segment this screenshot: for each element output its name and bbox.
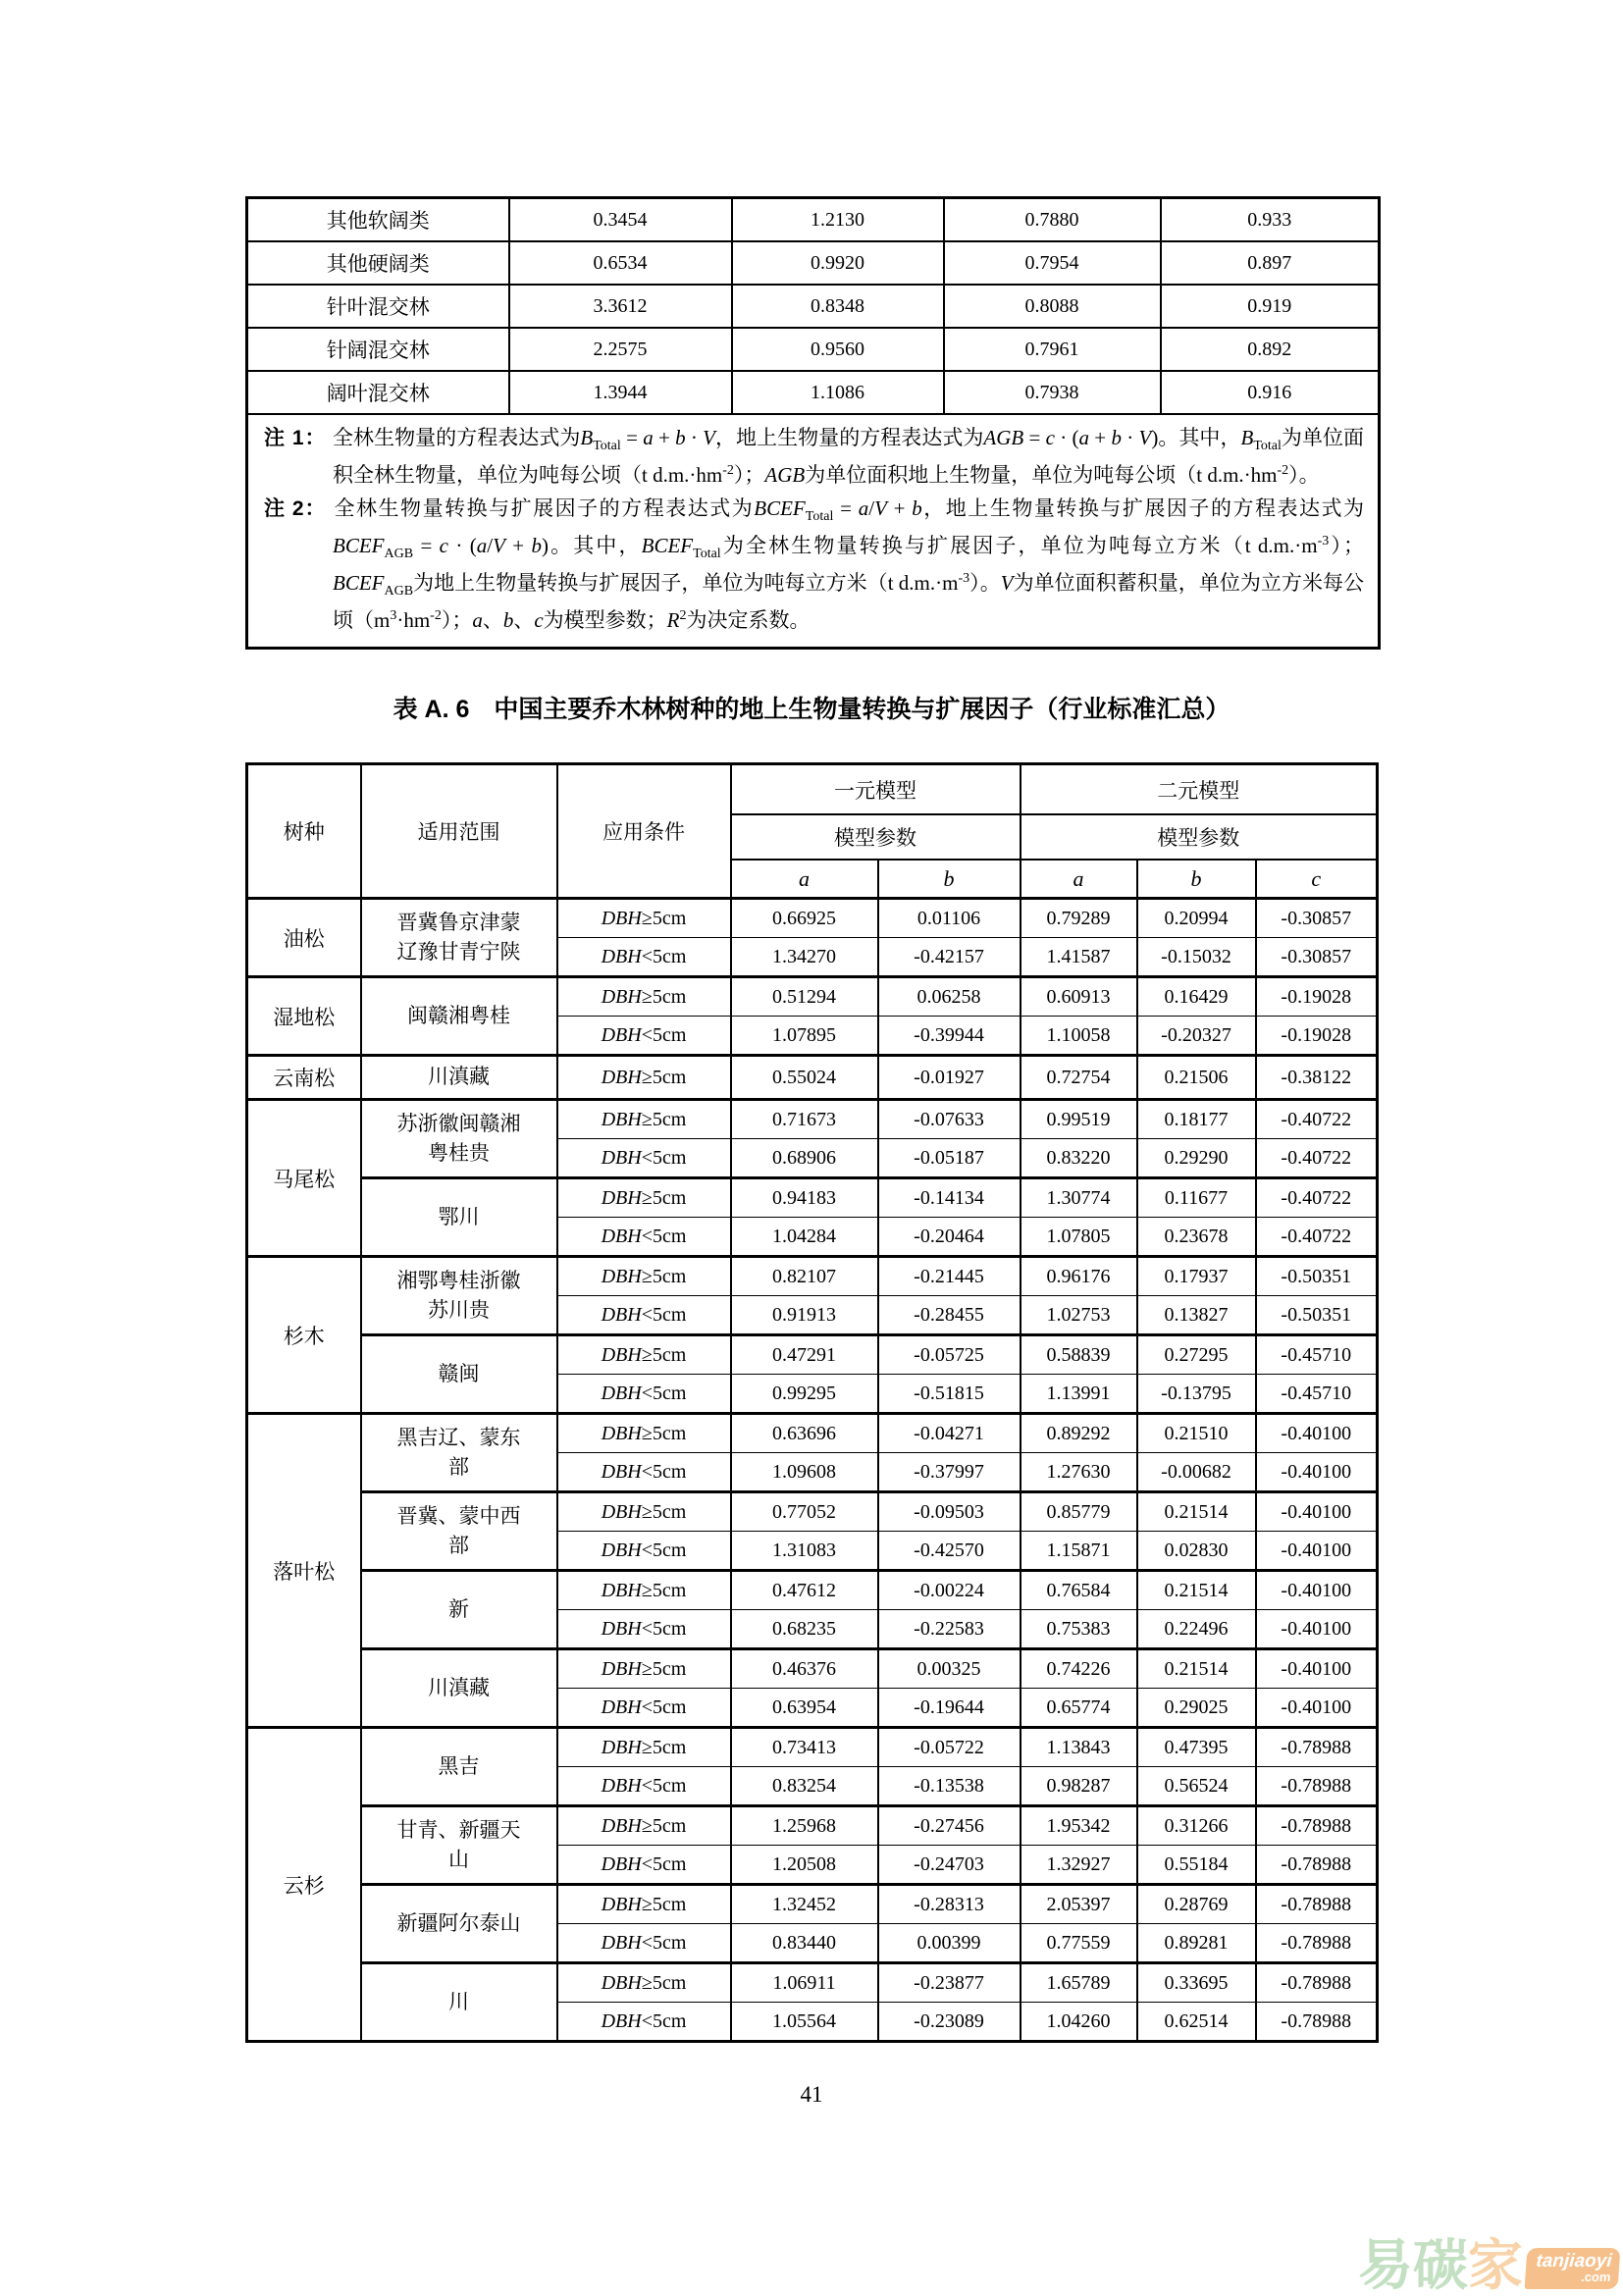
value-cell: 0.16429 [1137,977,1256,1017]
value-cell: 0.62514 [1137,2003,1256,2042]
value-cell: -0.78988 [1256,1806,1378,1846]
condition-cell: DBH<5cm [557,1017,731,1056]
value-cell: 0.3454 [509,198,732,242]
value-cell: 1.2130 [732,198,944,242]
col-header-species: 树种 [247,764,361,899]
watermark-char-yi: 易 [1357,2233,1413,2296]
value-cell: 1.25968 [731,1806,878,1846]
value-cell: 1.1086 [732,371,944,414]
table-row [247,977,1378,1017]
region-cell: 鄂川 [361,1178,557,1257]
tree-type-cell: 阔叶混交林 [247,371,509,414]
value-cell: 0.47395 [1137,1728,1256,1767]
condition-cell: DBH<5cm [557,1296,731,1335]
value-cell: -0.39944 [878,1017,1021,1056]
value-cell: -0.22583 [878,1610,1021,1649]
value-cell: 1.06911 [731,1963,878,2003]
value-cell: 1.95342 [1021,1806,1137,1846]
value-cell: -0.40100 [1256,1610,1378,1649]
value-cell: -0.40722 [1256,1100,1378,1139]
note-label: 注 2： [264,497,327,521]
value-cell: -0.40100 [1256,1492,1378,1532]
condition-cell: DBH≥5cm [557,1100,731,1139]
value-cell: -0.19028 [1256,977,1378,1017]
value-cell: -0.37997 [878,1453,1021,1492]
value-cell: 0.11677 [1137,1178,1256,1218]
note-1: 注 1： 全林生物量的方程表达式为$B_{Total} = a + b \cdot V$，地上生物量的方程表达式为AGB = c · (a + b · V)。其中，$B_{Total}$为单位面积全林生物量，单位为吨每公顷（t $d.m.\cdot hm^{-2}$）；AGB为单位面积地上生物量，单位为吨每公顷（t $d.m.\cdot hm^{-2}$）。 [264,421,1364,492]
value-cell: 0.28769 [1137,1885,1256,1924]
tree-type-cell: 其他软阔类 [247,198,509,242]
value-cell: -0.40100 [1256,1689,1378,1728]
value-cell: -0.00224 [878,1571,1021,1610]
page-number: 41 [800,2082,823,2107]
condition-cell: DBH≥5cm [557,1963,731,2003]
value-cell: -0.05722 [878,1728,1021,1767]
value-cell: -0.13795 [1137,1375,1256,1414]
value-cell: -0.40100 [1256,1453,1378,1492]
value-cell: 0.21506 [1137,1056,1256,1100]
note-label: 注 1： [264,427,327,449]
value-cell: 0.933 [1161,198,1380,242]
value-cell: 0.8088 [944,285,1161,328]
watermark-badge-line2: .com [1580,2269,1611,2284]
value-cell: -0.38122 [1256,1056,1378,1100]
col-header-a1: a [731,860,878,899]
value-cell: 0.72754 [1021,1056,1137,1100]
region-cell: 闽赣湘粤桂 [361,977,557,1056]
value-cell: -0.78988 [1256,1924,1378,1963]
watermark-badge-line1: tanjiaoyi [1535,2250,1613,2271]
col-header-a2: a [1021,860,1137,899]
region-cell: 湘鄂粤桂浙徽苏川贵 [361,1257,557,1335]
value-cell: 0.56524 [1137,1767,1256,1806]
biomass-model-table-continued [245,196,1381,650]
condition-cell: DBH<5cm [557,1139,731,1178]
condition-cell: DBH<5cm [557,1767,731,1806]
value-cell: -0.30857 [1256,899,1378,938]
value-cell: 0.7938 [944,371,1161,414]
value-cell: 2.2575 [509,328,732,371]
table-row [247,1885,1378,1924]
value-cell: 0.75383 [1021,1610,1137,1649]
tree-type-cell: 其他硬阔类 [247,241,509,285]
table-row [247,1728,1378,1767]
value-cell: -0.78988 [1256,1963,1378,2003]
value-cell: -0.20464 [878,1218,1021,1257]
value-cell: 1.10058 [1021,1017,1137,1056]
condition-cell: DBH≥5cm [557,1056,731,1100]
value-cell: 1.13843 [1021,1728,1137,1767]
value-cell: -0.40100 [1256,1571,1378,1610]
value-cell: -0.19644 [878,1689,1021,1728]
table-a6-title: 表 A. 6 中国主要乔木林树种的地上生物量转换与扩展因子（行业标准汇总） [393,696,1230,723]
value-cell: 0.01106 [878,899,1021,938]
value-cell: 0.06258 [878,977,1021,1017]
value-cell: 0.892 [1161,328,1380,371]
condition-cell: DBH≥5cm [557,1806,731,1846]
value-cell: 0.897 [1161,241,1380,285]
value-cell: -0.50351 [1256,1296,1378,1335]
value-cell: -0.45710 [1256,1375,1378,1414]
region-cell: 黑吉辽、蒙东部 [361,1414,557,1492]
table-a6-body [247,899,1378,2042]
condition-cell: DBH≥5cm [557,1885,731,1924]
species-cell: 杉木 [247,1257,361,1414]
value-cell: 1.41587 [1021,938,1137,977]
watermark-badge [1524,2248,1620,2289]
table-row [247,285,1380,328]
watermark-char-tan: 碳 [1412,2233,1468,2296]
table-row [247,1963,1378,2003]
condition-cell: DBH≥5cm [557,1414,731,1453]
value-cell: -0.78988 [1256,1846,1378,1885]
notes-row [247,414,1380,649]
value-cell: 0.51294 [731,977,878,1017]
condition-cell: DBH<5cm [557,1610,731,1649]
value-cell: 0.79289 [1021,899,1137,938]
condition-cell: DBH≥5cm [557,1257,731,1296]
value-cell: 1.27630 [1021,1453,1137,1492]
tree-type-cell: 针叶混交林 [247,285,509,328]
value-cell: -0.15032 [1137,938,1256,977]
table-row [247,1806,1378,1846]
table-row [247,1178,1378,1218]
value-cell: -0.51815 [878,1375,1021,1414]
condition-cell: DBH<5cm [557,2003,731,2042]
value-cell: 1.07895 [731,1017,878,1056]
species-cell: 油松 [247,899,361,977]
value-cell: -0.00682 [1137,1453,1256,1492]
value-cell: -0.42157 [878,938,1021,977]
value-cell: 0.89292 [1021,1414,1137,1453]
value-cell: -0.40100 [1256,1532,1378,1571]
col-header-b1: b [878,860,1021,899]
value-cell: -0.23877 [878,1963,1021,2003]
table-row [247,1056,1378,1100]
value-cell: 0.63696 [731,1414,878,1453]
condition-cell: DBH≥5cm [557,1728,731,1767]
value-cell: -0.40100 [1256,1649,1378,1689]
value-cell: 0.916 [1161,371,1380,414]
tree-type-cell: 针阔混交林 [247,328,509,371]
col-header-params2: 模型参数 [1021,814,1378,860]
col-header-b2: b [1137,860,1256,899]
value-cell: -0.20327 [1137,1017,1256,1056]
table-row [247,371,1380,414]
value-cell: 1.31083 [731,1532,878,1571]
value-cell: 1.05564 [731,2003,878,2042]
value-cell: 3.3612 [509,285,732,328]
value-cell: 0.20994 [1137,899,1256,938]
table-row [247,1257,1378,1296]
value-cell: -0.13538 [878,1767,1021,1806]
table-row [247,1492,1378,1532]
value-cell: 0.47612 [731,1571,878,1610]
species-cell: 云南松 [247,1056,361,1100]
value-cell: 0.83440 [731,1924,878,1963]
value-cell: 0.13827 [1137,1296,1256,1335]
condition-cell: DBH≥5cm [557,977,731,1017]
value-cell: 0.94183 [731,1178,878,1218]
condition-cell: DBH<5cm [557,1375,731,1414]
value-cell: 2.05397 [1021,1885,1137,1924]
value-cell: -0.14134 [878,1178,1021,1218]
region-cell: 甘青、新疆天山 [361,1806,557,1885]
value-cell: 1.09608 [731,1453,878,1492]
value-cell: 0.89281 [1137,1924,1256,1963]
value-cell: -0.28313 [878,1885,1021,1924]
value-cell: 0.21514 [1137,1492,1256,1532]
region-cell: 黑吉 [361,1728,557,1806]
value-cell: -0.05725 [878,1335,1021,1375]
value-cell: 0.9560 [732,328,944,371]
value-cell: -0.07633 [878,1100,1021,1139]
value-cell: 1.32927 [1021,1846,1137,1885]
value-cell: -0.24703 [878,1846,1021,1885]
value-cell: 0.77052 [731,1492,878,1532]
value-cell: -0.09503 [878,1492,1021,1532]
value-cell: 0.7961 [944,328,1161,371]
value-cell: 1.3944 [509,371,732,414]
value-cell: 0.18177 [1137,1100,1256,1139]
value-cell: 0.76584 [1021,1571,1137,1610]
value-cell: -0.78988 [1256,1728,1378,1767]
value-cell: 0.17937 [1137,1257,1256,1296]
value-cell: 1.07805 [1021,1218,1137,1257]
value-cell: 0.47291 [731,1335,878,1375]
condition-cell: DBH<5cm [557,1846,731,1885]
value-cell: 0.74226 [1021,1649,1137,1689]
value-cell: -0.01927 [878,1056,1021,1100]
condition-cell: DBH≥5cm [557,1571,731,1610]
value-cell: -0.23089 [878,2003,1021,2042]
region-cell: 川滇藏 [361,1649,557,1728]
value-cell: 0.46376 [731,1649,878,1689]
region-cell: 晋冀鲁京津蒙辽豫甘青宁陕 [361,899,557,977]
value-cell: 1.30774 [1021,1178,1137,1218]
value-cell: 0.85779 [1021,1492,1137,1532]
value-cell: 0.6534 [509,241,732,285]
value-cell: 0.22496 [1137,1610,1256,1649]
value-cell: 0.7954 [944,241,1161,285]
col-header-c2: c [1256,860,1378,899]
value-cell: -0.40722 [1256,1218,1378,1257]
value-cell: -0.50351 [1256,1257,1378,1296]
region-cell: 赣闽 [361,1335,557,1414]
table-row [247,1649,1378,1689]
condition-cell: DBH<5cm [557,1453,731,1492]
value-cell: 0.21514 [1137,1571,1256,1610]
condition-cell: DBH≥5cm [557,1178,731,1218]
species-cell: 落叶松 [247,1414,361,1728]
value-cell: -0.28455 [878,1296,1021,1335]
value-cell: 1.04284 [731,1218,878,1257]
value-cell: -0.78988 [1256,1885,1378,1924]
value-cell: -0.21445 [878,1257,1021,1296]
value-cell: 0.23678 [1137,1218,1256,1257]
value-cell: -0.40100 [1256,1414,1378,1453]
col-header-condition: 应用条件 [557,764,731,899]
notes-cell [247,414,1380,649]
value-cell: -0.04271 [878,1414,1021,1453]
value-cell: 0.8348 [732,285,944,328]
value-cell: 0.55184 [1137,1846,1256,1885]
condition-cell: DBH≥5cm [557,1492,731,1532]
watermark-logo [1357,2233,1619,2296]
region-cell: 晋冀、蒙中西部 [361,1492,557,1571]
value-cell: 0.83254 [731,1767,878,1806]
value-cell: 0.27295 [1137,1335,1256,1375]
top-table-body [247,198,1380,649]
condition-cell: DBH≥5cm [557,899,731,938]
value-cell: -0.78988 [1256,1767,1378,1806]
value-cell: 0.33695 [1137,1963,1256,2003]
condition-cell: DBH<5cm [557,1532,731,1571]
value-cell: 1.15871 [1021,1532,1137,1571]
value-cell: 0.68235 [731,1610,878,1649]
condition-cell: DBH<5cm [557,1689,731,1728]
value-cell: 0.65774 [1021,1689,1137,1728]
value-cell: 0.82107 [731,1257,878,1296]
value-cell: 0.96176 [1021,1257,1137,1296]
value-cell: 0.98287 [1021,1767,1137,1806]
table-a6-header [247,764,1378,899]
value-cell: 0.21514 [1137,1649,1256,1689]
col-header-params1: 模型参数 [731,814,1021,860]
value-cell: 0.21510 [1137,1414,1256,1453]
condition-cell: DBH<5cm [557,938,731,977]
value-cell: 0.00325 [878,1649,1021,1689]
species-cell: 湿地松 [247,977,361,1056]
region-cell: 新 [361,1571,557,1649]
value-cell: 0.29025 [1137,1689,1256,1728]
value-cell: 0.66925 [731,899,878,938]
region-cell: 新疆阿尔泰山 [361,1885,557,1963]
table-row [247,1571,1378,1610]
value-cell: -0.19028 [1256,1017,1378,1056]
condition-cell: DBH≥5cm [557,1649,731,1689]
condition-cell: DBH≥5cm [557,1335,731,1375]
value-cell: 0.9920 [732,241,944,285]
table-row [247,1335,1378,1375]
value-cell: 0.73413 [731,1728,878,1767]
value-cell: 0.63954 [731,1689,878,1728]
watermark-char-jia: 家 [1467,2233,1523,2296]
value-cell: -0.40722 [1256,1178,1378,1218]
value-cell: 0.7880 [944,198,1161,242]
condition-cell: DBH<5cm [557,1218,731,1257]
table-row [247,899,1378,938]
value-cell: -0.40722 [1256,1139,1378,1178]
col-header-region: 适用范围 [361,764,557,899]
value-cell: 0.02830 [1137,1532,1256,1571]
value-cell: 1.32452 [731,1885,878,1924]
value-cell: 1.02753 [1021,1296,1137,1335]
value-cell: -0.42570 [878,1532,1021,1571]
note-2: 注 2： 全林生物量转换与扩展因子的方程表达式为$BCEF_{Total} = a/V + b$，地上生物量转换与扩展因子的方程表达式为$BCEF_{AGB} = c \cdot (a/V + b)$。其中，$BCEF_{Total}$为全林生物量转换与扩展因子，单位为吨每立方米（t $d.m.\cdot m^{-3}$）；$BCEF_{AGB}$为地上生物量转换与扩展因子，单位为吨每立方米（t $d.m.\cdot m^{-3}$）。V为单位面积蓄积量，单位为立方米每公顷$(m^3\cdot hm^{-2})$；a、b、c为模型参数；$R^2$为决定系数。 [264,492,1364,637]
value-cell: 0.29290 [1137,1139,1256,1178]
region-cell: 川 [361,1963,557,2042]
value-cell: 0.83220 [1021,1139,1137,1178]
value-cell: -0.45710 [1256,1335,1378,1375]
value-cell: 0.77559 [1021,1924,1137,1963]
col-header-model2: 二元模型 [1021,764,1378,815]
table-row [247,198,1380,242]
value-cell: 1.34270 [731,938,878,977]
value-cell: 0.919 [1161,285,1380,328]
region-cell: 苏浙徽闽赣湘粤桂贵 [361,1100,557,1178]
value-cell: 0.60913 [1021,977,1137,1017]
value-cell: 0.55024 [731,1056,878,1100]
value-cell: 0.68906 [731,1139,878,1178]
table-row [247,241,1380,285]
value-cell: 0.99295 [731,1375,878,1414]
value-cell: 1.20508 [731,1846,878,1885]
value-cell: 1.13991 [1021,1375,1137,1414]
table-row [247,1414,1378,1453]
value-cell: 0.91913 [731,1296,878,1335]
value-cell: 0.58839 [1021,1335,1137,1375]
species-cell: 马尾松 [247,1100,361,1257]
table-a6 [245,762,1379,2043]
region-cell: 川滇藏 [361,1056,557,1100]
value-cell: 0.99519 [1021,1100,1137,1139]
value-cell: 1.04260 [1021,2003,1137,2042]
value-cell: -0.30857 [1256,938,1378,977]
species-cell: 云杉 [247,1728,361,2042]
value-cell: 1.65789 [1021,1963,1137,2003]
value-cell: 0.00399 [878,1924,1021,1963]
value-cell: -0.27456 [878,1806,1021,1846]
value-cell: 0.31266 [1137,1806,1256,1846]
value-cell: 0.71673 [731,1100,878,1139]
value-cell: -0.05187 [878,1139,1021,1178]
table-row [247,328,1380,371]
condition-cell: DBH<5cm [557,1924,731,1963]
table-row [247,1100,1378,1139]
col-header-model1: 一元模型 [731,764,1021,815]
value-cell: -0.78988 [1256,2003,1378,2042]
